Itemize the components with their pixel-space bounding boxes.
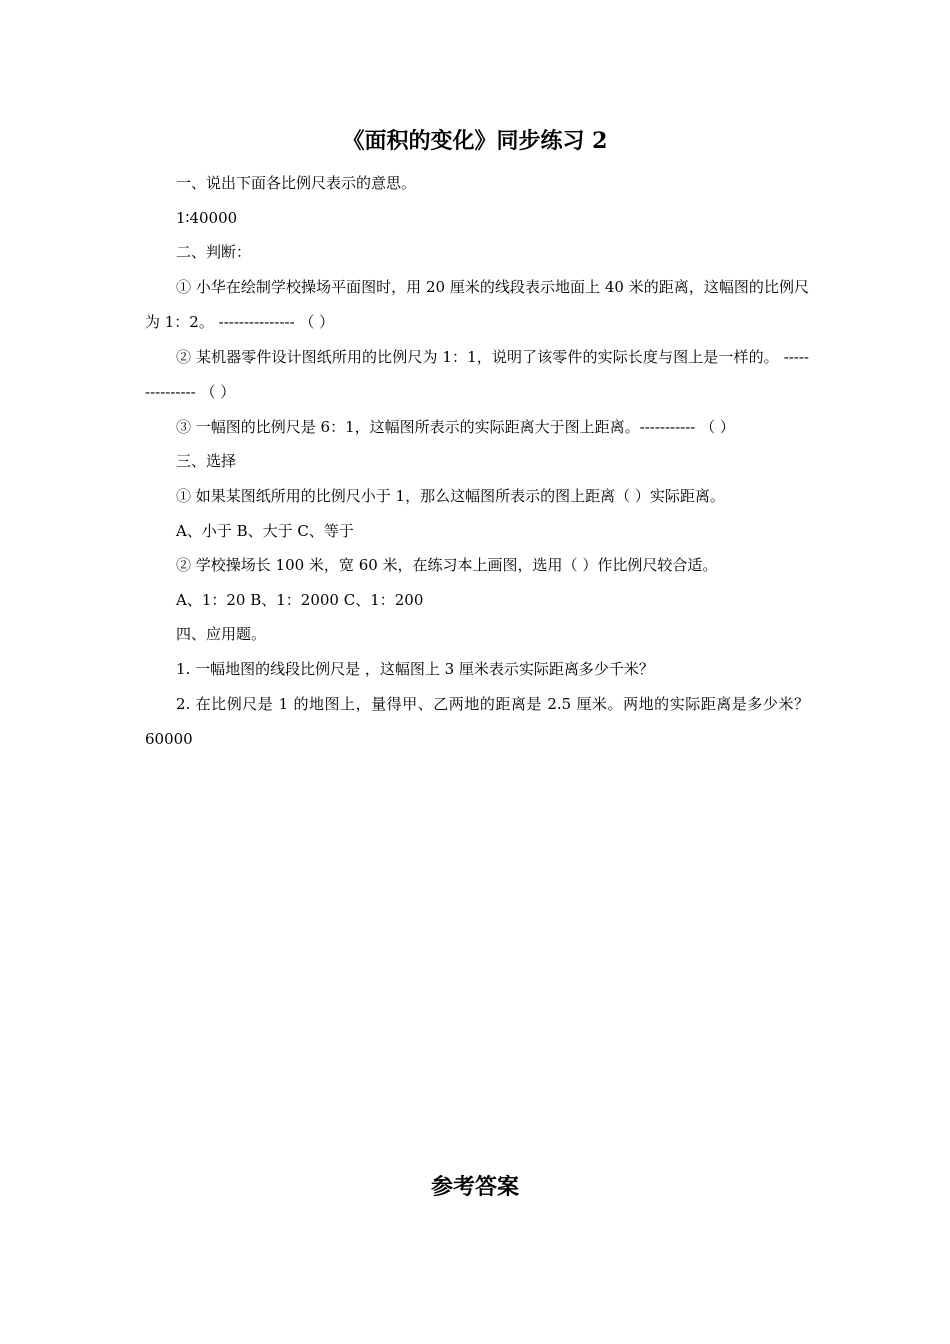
judgment-question-2: ② 某机器零件设计图纸所用的比例尺为 1：1，说明了该零件的实际长度与图上是一样的。 --------------- （ ） [145,347,809,401]
section-3-heading: 三、选择 [176,452,237,471]
choice-question-2-options: A、1：20 B、1：2000 C、1：200 [176,590,424,609]
document-body [145,166,809,757]
application-question-2: 2. 在比例尺是 1 的地图上，量得甲、乙两地的距离是 2.5 厘米。两地的实际距离是多少米？ 60000 [145,694,809,748]
section-1-heading: 一、说出下面各比例尺表示的意思。 [176,174,417,192]
answer-title: 参考答案 [430,1174,519,1200]
judgment-question-1: ① 小华在绘制学校操场平面图时，用 20 厘米的线段表示地面上 40 米的距离，这幅图的比例尺为 1：2。 --------------- （ ） [145,277,809,331]
choice-question-2: ② 学校操场长 100 米，宽 60 米，在练习本上画图，选用（ ）作比例尺较合适。 [176,556,718,575]
section-2-heading: 二、判断： [176,243,252,262]
section-4-heading: 四、应用题。 [176,625,267,644]
document-title: 《面积的变化》同步练习 2 [342,128,608,154]
choice-question-1: ① 如果某图纸所用的比例尺小于 1，那么这幅图所表示的图上距离（ ）实际距离。 [176,486,725,505]
choice-question-1-options: A、小于 B、大于 C、等于 [176,521,354,540]
application-question-1: 1. 一幅地图的线段比例尺是 ，这幅图上 3 厘米表示实际距离多少千米？ [176,659,654,678]
section-1-item: 1∶40000 [176,208,238,227]
judgment-question-3: ③ 一幅图的比例尺是 6：1，这幅图所表示的实际距离大于图上距离。----------- （ ） [176,417,735,436]
